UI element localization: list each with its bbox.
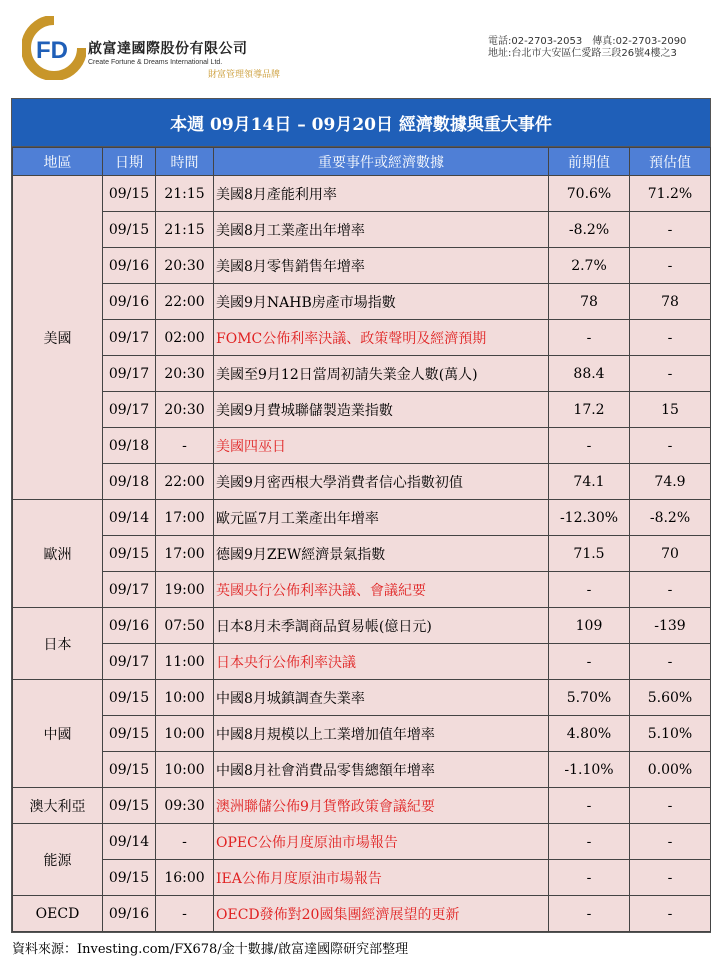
est-value-cell: - bbox=[630, 824, 711, 860]
event-cell: 美國8月產能利用率 bbox=[214, 176, 549, 212]
est-value-cell: -139 bbox=[630, 608, 711, 644]
date-cell: 09/16 bbox=[103, 248, 156, 284]
date-cell: 09/14 bbox=[103, 500, 156, 536]
date-cell: 09/17 bbox=[103, 356, 156, 392]
time-cell: 16:00 bbox=[156, 860, 214, 896]
prev-value-cell: - bbox=[549, 320, 630, 356]
time-cell: 21:15 bbox=[156, 212, 214, 248]
event-cell: 美國9月密西根大學消費者信心指數初值 bbox=[214, 464, 549, 500]
table-title: 本週 09月14日 – 09月20日 經濟數據與重大事件 bbox=[12, 99, 710, 147]
est-value-cell: - bbox=[630, 356, 711, 392]
time-cell: 10:00 bbox=[156, 680, 214, 716]
table-row bbox=[13, 680, 711, 716]
page-header bbox=[0, 0, 720, 96]
prev-value-cell: 2.7% bbox=[549, 248, 630, 284]
date-cell: 09/17 bbox=[103, 572, 156, 608]
table-row bbox=[13, 644, 711, 680]
table-header-row bbox=[13, 148, 711, 176]
event-cell: IEA公佈月度原油市場報告 bbox=[214, 860, 549, 896]
prev-value-cell: 70.6% bbox=[549, 176, 630, 212]
events-table-frame bbox=[11, 98, 711, 933]
est-value-cell: - bbox=[630, 644, 711, 680]
time-cell: 10:00 bbox=[156, 716, 214, 752]
time-cell: 21:15 bbox=[156, 176, 214, 212]
table-row bbox=[13, 248, 711, 284]
est-value-cell: - bbox=[630, 860, 711, 896]
company-logo-icon bbox=[22, 16, 86, 80]
contact-info bbox=[488, 36, 686, 60]
region-cell: 日本 bbox=[13, 608, 103, 680]
region-cell: 美國 bbox=[13, 176, 103, 500]
time-cell: 11:00 bbox=[156, 644, 214, 680]
header-date: 日期 bbox=[103, 148, 156, 176]
est-value-cell: - bbox=[630, 428, 711, 464]
table-row bbox=[13, 392, 711, 428]
prev-value-cell: - bbox=[549, 788, 630, 824]
event-cell: 美國四巫日 bbox=[214, 428, 549, 464]
table-row bbox=[13, 320, 711, 356]
prev-value-cell: - bbox=[549, 824, 630, 860]
date-cell: 09/15 bbox=[103, 788, 156, 824]
event-cell: 美國9月NAHB房產市場指數 bbox=[214, 284, 549, 320]
prev-value-cell: - bbox=[549, 428, 630, 464]
est-value-cell: - bbox=[630, 248, 711, 284]
source-note: 資料來源：Investing.com/FX678/金十數據/啟富達國際研究部整理 bbox=[12, 942, 409, 957]
time-cell: 07:50 bbox=[156, 608, 214, 644]
est-value-cell: 70 bbox=[630, 536, 711, 572]
prev-value-cell: 78 bbox=[549, 284, 630, 320]
est-value-cell: - bbox=[630, 788, 711, 824]
event-cell: OECD發佈對20國集團經濟展望的更新 bbox=[214, 896, 549, 932]
event-cell: 英國央行公佈利率決議、會議紀要 bbox=[214, 572, 549, 608]
time-cell: 20:30 bbox=[156, 356, 214, 392]
region-cell: OECD bbox=[13, 896, 103, 932]
prev-value-cell: 109 bbox=[549, 608, 630, 644]
date-cell: 09/15 bbox=[103, 716, 156, 752]
table-row bbox=[13, 356, 711, 392]
est-value-cell: 71.2% bbox=[630, 176, 711, 212]
prev-value-cell: 4.80% bbox=[549, 716, 630, 752]
date-cell: 09/16 bbox=[103, 608, 156, 644]
est-value-cell: 0.00% bbox=[630, 752, 711, 788]
table-row bbox=[13, 788, 711, 824]
time-cell: 09:30 bbox=[156, 788, 214, 824]
table-row bbox=[13, 212, 711, 248]
time-cell: 17:00 bbox=[156, 536, 214, 572]
time-cell: - bbox=[156, 824, 214, 860]
date-cell: 09/16 bbox=[103, 284, 156, 320]
event-cell: OPEC公佈月度原油市場報告 bbox=[214, 824, 549, 860]
region-cell: 中國 bbox=[13, 680, 103, 788]
time-cell: 22:00 bbox=[156, 464, 214, 500]
company-name-en: Create Fortune & Dreams International Ltd. bbox=[88, 59, 223, 66]
event-cell: 日本央行公佈利率決議 bbox=[214, 644, 549, 680]
table-body bbox=[13, 176, 711, 932]
time-cell: - bbox=[156, 428, 214, 464]
est-value-cell: -8.2% bbox=[630, 500, 711, 536]
table-row bbox=[13, 572, 711, 608]
table-row bbox=[13, 284, 711, 320]
table-row bbox=[13, 464, 711, 500]
date-cell: 09/15 bbox=[103, 680, 156, 716]
company-tagline: 財富管理領導品牌 bbox=[208, 70, 281, 80]
est-value-cell: 5.60% bbox=[630, 680, 711, 716]
date-cell: 09/15 bbox=[103, 212, 156, 248]
prev-value-cell: 88.4 bbox=[549, 356, 630, 392]
event-cell: 日本8月未季調商品貿易帳(億日元) bbox=[214, 608, 549, 644]
time-cell: 20:30 bbox=[156, 392, 214, 428]
date-cell: 09/17 bbox=[103, 644, 156, 680]
date-cell: 09/17 bbox=[103, 320, 156, 356]
phone-fax: 電話:02-2703-2053 傳真:02-2703-2090 bbox=[488, 36, 687, 47]
header-event: 重要事件或經濟數據 bbox=[214, 148, 549, 176]
date-cell: 09/18 bbox=[103, 428, 156, 464]
time-cell: 02:00 bbox=[156, 320, 214, 356]
time-cell: 22:00 bbox=[156, 284, 214, 320]
address: 地址:台北市大安區仁愛路三段26號4樓之3 bbox=[488, 48, 677, 59]
date-cell: 09/15 bbox=[103, 752, 156, 788]
prev-value-cell: - bbox=[549, 572, 630, 608]
est-value-cell: - bbox=[630, 320, 711, 356]
event-cell: 中國8月城鎮調查失業率 bbox=[214, 680, 549, 716]
est-value-cell: 74.9 bbox=[630, 464, 711, 500]
table-row bbox=[13, 860, 711, 896]
event-cell: 歐元區7月工業產出年增率 bbox=[214, 500, 549, 536]
events-table bbox=[12, 147, 711, 932]
est-value-cell: 5.10% bbox=[630, 716, 711, 752]
header-region: 地區 bbox=[13, 148, 103, 176]
prev-value-cell: - bbox=[549, 644, 630, 680]
time-cell: 20:30 bbox=[156, 248, 214, 284]
event-cell: 德國9月ZEW經濟景氣指數 bbox=[214, 536, 549, 572]
company-name-block bbox=[88, 38, 280, 80]
date-cell: 09/18 bbox=[103, 464, 156, 500]
date-cell: 09/14 bbox=[103, 824, 156, 860]
prev-value-cell: - bbox=[549, 896, 630, 932]
prev-value-cell: -12.30% bbox=[549, 500, 630, 536]
table-row bbox=[13, 896, 711, 932]
time-cell: 10:00 bbox=[156, 752, 214, 788]
company-name-zh: 啟富達國際股份有限公司 bbox=[88, 41, 248, 57]
est-value-cell: 15 bbox=[630, 392, 711, 428]
header-time: 時間 bbox=[156, 148, 214, 176]
region-cell: 能源 bbox=[13, 824, 103, 896]
region-cell: 澳大利亞 bbox=[13, 788, 103, 824]
event-cell: 美國9月費城聯儲製造業指數 bbox=[214, 392, 549, 428]
table-row bbox=[13, 716, 711, 752]
prev-value-cell: 74.1 bbox=[549, 464, 630, 500]
date-cell: 09/16 bbox=[103, 896, 156, 932]
date-cell: 09/15 bbox=[103, 536, 156, 572]
date-cell: 09/15 bbox=[103, 176, 156, 212]
prev-value-cell: 71.5 bbox=[549, 536, 630, 572]
event-cell: 澳洲聯儲公佈9月貨幣政策會議紀要 bbox=[214, 788, 549, 824]
table-row bbox=[13, 608, 711, 644]
header-est: 預估值 bbox=[630, 148, 711, 176]
est-value-cell: - bbox=[630, 572, 711, 608]
event-cell: 中國8月規模以上工業增加值年增率 bbox=[214, 716, 549, 752]
prev-value-cell: -8.2% bbox=[549, 212, 630, 248]
svg-text:FD: FD bbox=[36, 37, 68, 64]
event-cell: 美國8月零售銷售年增率 bbox=[214, 248, 549, 284]
table-row bbox=[13, 500, 711, 536]
table-row bbox=[13, 824, 711, 860]
prev-value-cell: -1.10% bbox=[549, 752, 630, 788]
table-row bbox=[13, 752, 711, 788]
date-cell: 09/17 bbox=[103, 392, 156, 428]
event-cell: 中國8月社會消費品零售總額年增率 bbox=[214, 752, 549, 788]
est-value-cell: 78 bbox=[630, 284, 711, 320]
table-row bbox=[13, 536, 711, 572]
time-cell: 19:00 bbox=[156, 572, 214, 608]
prev-value-cell: - bbox=[549, 860, 630, 896]
time-cell: 17:00 bbox=[156, 500, 214, 536]
date-cell: 09/15 bbox=[103, 860, 156, 896]
event-cell: 美國至9月12日當周初請失業金人數(萬人) bbox=[214, 356, 549, 392]
region-cell: 歐洲 bbox=[13, 500, 103, 608]
prev-value-cell: 17.2 bbox=[549, 392, 630, 428]
est-value-cell: - bbox=[630, 212, 711, 248]
time-cell: - bbox=[156, 896, 214, 932]
table-row bbox=[13, 176, 711, 212]
event-cell: FOMC公佈利率決議、政策聲明及經濟預期 bbox=[214, 320, 549, 356]
prev-value-cell: 5.70% bbox=[549, 680, 630, 716]
header-prev: 前期值 bbox=[549, 148, 630, 176]
est-value-cell: - bbox=[630, 896, 711, 932]
event-cell: 美國8月工業產出年增率 bbox=[214, 212, 549, 248]
table-row bbox=[13, 428, 711, 464]
